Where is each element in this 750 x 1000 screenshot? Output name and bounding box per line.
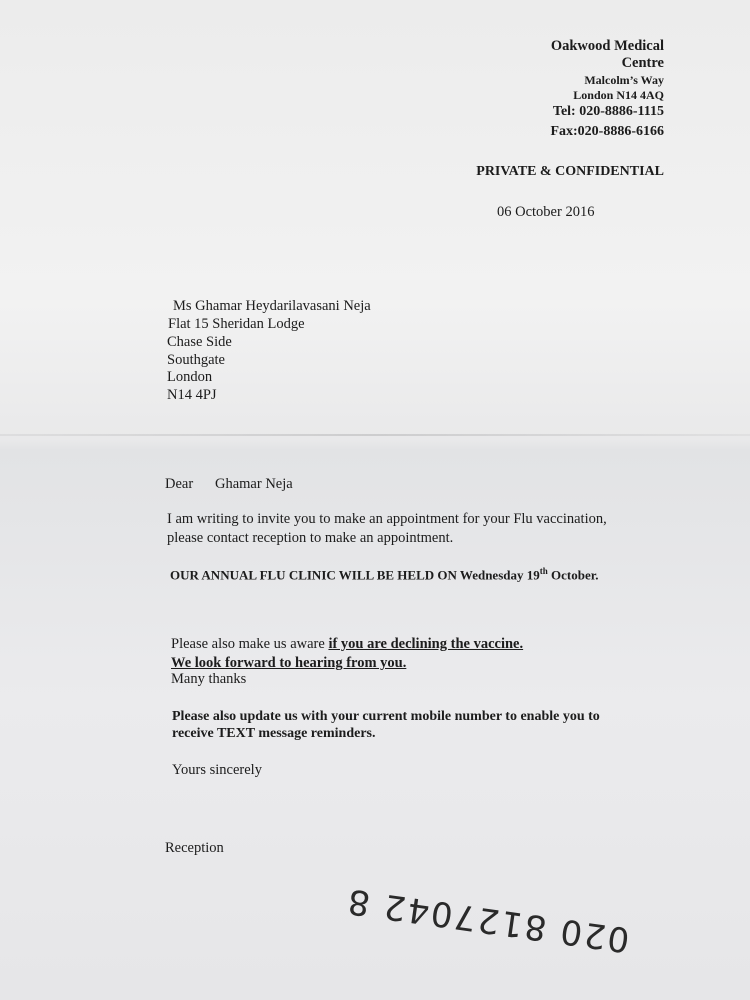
sender-name-line1: Oakwood Medical (550, 38, 664, 54)
update-line2: receive TEXT message reminders. (172, 726, 376, 741)
recipient-name: Ms Ghamar Heydarilavasani Neja (173, 298, 371, 314)
confidential-heading: PRIVATE & CONFIDENTIAL (476, 164, 664, 179)
recipient-line2: Chase Side (167, 334, 232, 350)
invite-line1: I am writing to invite you to make an appointment for your Flu vaccination, (167, 511, 607, 527)
greeting-salutation: Dear (165, 476, 194, 492)
declining-underlined: if you are declining the vaccine. (328, 636, 524, 652)
sender-fax: Fax:020-8886-6166 (550, 124, 664, 139)
look-forward-line: We look forward to hearing from you. (171, 655, 407, 671)
declining-line (171, 636, 523, 653)
recipient-line1: Flat 15 Sheridan Lodge (168, 316, 305, 332)
letter-date: 06 October 2016 (497, 204, 595, 220)
recipient-line4: London (167, 369, 213, 385)
flu-clinic-notice (170, 566, 599, 583)
handwritten-phone-note: 020 8127042 8 (343, 880, 632, 960)
declining-prefix: Please also make us aware (171, 636, 329, 652)
clinic-prefix: OUR ANNUAL FLU CLINIC WILL BE HELD ON Wednesday 19 (170, 567, 540, 583)
recipient-postcode: N14 4PJ (167, 387, 217, 403)
update-line1: Please also update us with your current mobile number to enable you to (172, 709, 600, 724)
many-thanks: Many thanks (171, 671, 247, 687)
paper-fold (0, 434, 750, 436)
sender-tel: Tel: 020-8886-1115 (552, 104, 664, 119)
recipient-line3: Southgate (167, 352, 225, 368)
invite-line2: please contact reception to make an appointment. (167, 530, 454, 546)
signature: Reception (165, 840, 224, 856)
sender-address-line2: London N14 4AQ (573, 88, 664, 102)
clinic-sup: th (539, 566, 548, 576)
sender-address-line1: Malcolm’s Way (584, 73, 664, 87)
greeting-name: Ghamar Neja (215, 476, 293, 492)
clinic-suffix: October. (547, 567, 599, 583)
sender-name-line2: Centre (621, 55, 664, 71)
closing: Yours sincerely (172, 762, 262, 778)
